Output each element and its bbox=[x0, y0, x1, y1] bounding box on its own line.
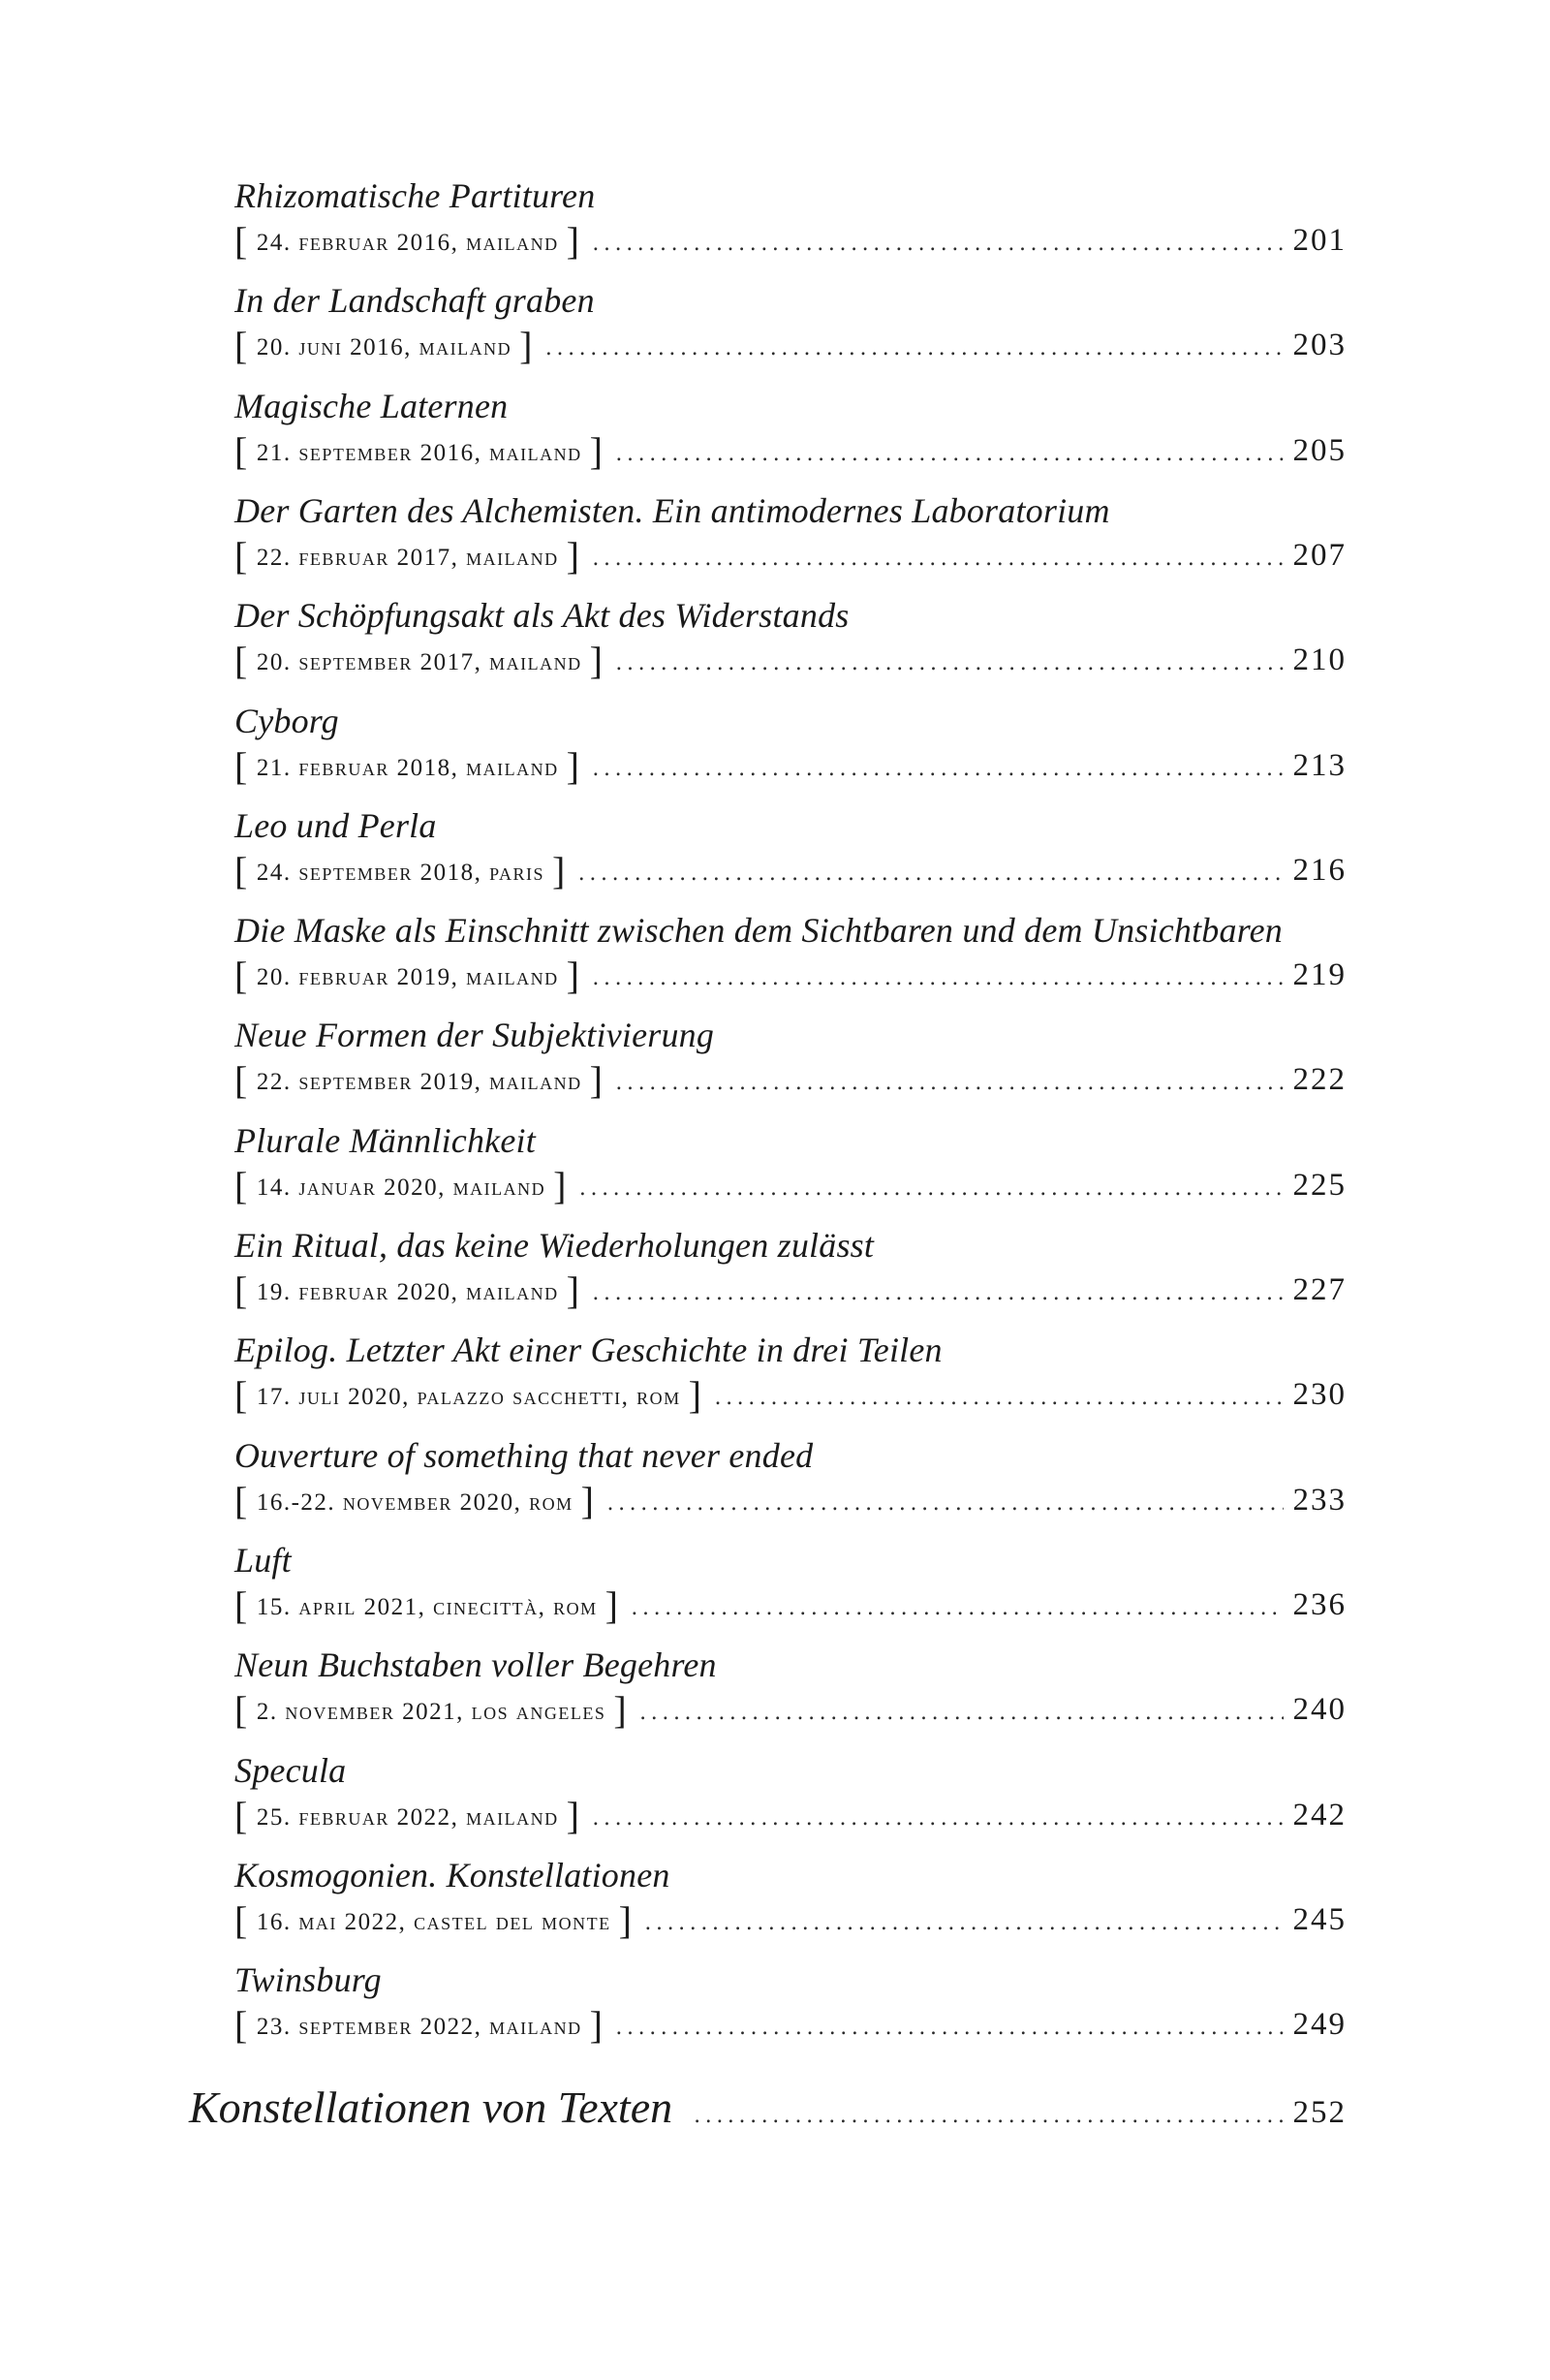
entry-title: In der Landschaft graben bbox=[234, 281, 595, 320]
entry-date-text: 16.-22. november 2020, rom bbox=[256, 1489, 574, 1516]
dot-leader bbox=[615, 2007, 1283, 2050]
entry-title: Cyborg bbox=[234, 702, 339, 740]
open-bracket: [ bbox=[234, 1268, 249, 1312]
entry-detail-row bbox=[234, 849, 1347, 892]
entry-page-number: 227 bbox=[1292, 1272, 1347, 1307]
entry-date-place bbox=[234, 850, 567, 894]
entry-date-place bbox=[234, 430, 604, 475]
toc-entry[interactable] bbox=[234, 700, 1347, 787]
toc-entry[interactable] bbox=[234, 1854, 1347, 1941]
open-bracket: [ bbox=[234, 429, 249, 473]
dot-leader bbox=[592, 748, 1283, 791]
entry-date-place bbox=[234, 1165, 568, 1209]
close-bracket: ] bbox=[566, 534, 581, 578]
open-bracket: [ bbox=[234, 1164, 249, 1207]
entry-date-place bbox=[234, 220, 580, 265]
entry-page-number: 225 bbox=[1292, 1168, 1347, 1203]
dot-leader bbox=[607, 1483, 1284, 1525]
toc-entry[interactable] bbox=[234, 489, 1347, 577]
entry-page-number: 210 bbox=[1292, 642, 1347, 677]
entry-title: Neue Formen der Subjektivierung bbox=[234, 1016, 715, 1054]
entry-date-text: 25. februar 2022, mailand bbox=[256, 1804, 559, 1831]
entry-date-place bbox=[234, 1374, 703, 1419]
open-bracket: [ bbox=[234, 1898, 249, 1942]
open-bracket: [ bbox=[234, 1688, 249, 1732]
close-bracket: ] bbox=[604, 1583, 620, 1627]
entry-title: Luft bbox=[234, 1541, 292, 1580]
entry-page-number: 233 bbox=[1292, 1483, 1347, 1518]
entry-page-number: 245 bbox=[1292, 1902, 1347, 1937]
entry-detail-row bbox=[234, 1583, 1347, 1626]
entry-title: Der Schöpfungsakt als Akt des Widerstands bbox=[234, 596, 850, 635]
close-bracket: ] bbox=[589, 429, 604, 473]
entry-page-number: 216 bbox=[1292, 853, 1347, 888]
entry-date-text: 19. februar 2020, mailand bbox=[256, 1279, 559, 1305]
entry-detail-row bbox=[234, 1268, 1347, 1311]
section-entry[interactable] bbox=[189, 2082, 1347, 2133]
entry-detail-row bbox=[234, 744, 1347, 787]
dot-leader bbox=[592, 223, 1283, 266]
open-bracket: [ bbox=[234, 639, 249, 682]
entry-date-text: 17. juli 2020, palazzo sacchetti, rom bbox=[256, 1384, 681, 1410]
entry-page-number: 205 bbox=[1292, 433, 1347, 468]
entry-title: Die Maske als Einschnitt zwischen dem Sichtbaren und dem Unsichtbaren bbox=[234, 911, 1283, 950]
entry-detail-row bbox=[234, 1058, 1347, 1101]
close-bracket: ] bbox=[519, 324, 534, 367]
close-bracket: ] bbox=[580, 1479, 596, 1522]
entry-page-number: 213 bbox=[1292, 748, 1347, 783]
entry-page-number: 222 bbox=[1292, 1062, 1347, 1097]
entry-detail-row bbox=[234, 1688, 1347, 1731]
entry-page-number: 236 bbox=[1292, 1587, 1347, 1622]
entry-title: Ein Ritual, das keine Wiederholungen zulässt bbox=[234, 1226, 875, 1265]
close-bracket: ] bbox=[589, 1058, 604, 1102]
entry-detail-row bbox=[234, 1898, 1347, 1941]
entry-title: Leo und Perla bbox=[234, 806, 437, 845]
entry-title: Magische Laternen bbox=[234, 387, 509, 425]
entry-date-text: 16. mai 2022, castel del monte bbox=[256, 1909, 611, 1935]
entry-detail-row bbox=[234, 954, 1347, 996]
toc-entry[interactable] bbox=[234, 1224, 1347, 1311]
toc-entry[interactable] bbox=[234, 1644, 1347, 1731]
toc-entry[interactable] bbox=[234, 1958, 1347, 2046]
entry-date-place bbox=[234, 1059, 604, 1104]
entry-title: Ouverture of something that never ended bbox=[234, 1436, 814, 1475]
dot-leader bbox=[615, 642, 1283, 685]
close-bracket: ] bbox=[589, 639, 604, 682]
entry-detail-row bbox=[234, 429, 1347, 472]
entry-date-text: 23. september 2022, mailand bbox=[256, 2014, 582, 2040]
entry-date-place bbox=[234, 1584, 619, 1629]
close-bracket: ] bbox=[613, 1688, 629, 1732]
entry-date-place bbox=[234, 640, 604, 684]
entry-detail-row bbox=[234, 2003, 1347, 2046]
close-bracket: ] bbox=[566, 1268, 581, 1312]
entry-date-text: 20. juni 2016, mailand bbox=[256, 334, 512, 360]
entry-date-text: 20. september 2017, mailand bbox=[256, 649, 582, 675]
close-bracket: ] bbox=[589, 2003, 604, 2047]
entry-date-text: 22. september 2019, mailand bbox=[256, 1069, 582, 1095]
open-bracket: [ bbox=[234, 1058, 249, 1102]
entry-detail-row bbox=[234, 1794, 1347, 1836]
toc-entry[interactable] bbox=[234, 1014, 1347, 1101]
entry-date-text: 22. februar 2017, mailand bbox=[256, 545, 559, 571]
entry-detail-row bbox=[234, 639, 1347, 681]
entry-detail-row bbox=[234, 324, 1347, 366]
dot-leader bbox=[592, 538, 1283, 580]
entry-date-text: 14. januar 2020, mailand bbox=[256, 1174, 546, 1201]
close-bracket: ] bbox=[566, 1794, 581, 1837]
entry-detail-row bbox=[234, 1479, 1347, 1521]
dot-leader bbox=[579, 1168, 1284, 1210]
toc-entry[interactable] bbox=[234, 909, 1347, 996]
entry-date-place bbox=[234, 955, 580, 999]
dot-leader bbox=[578, 853, 1284, 895]
close-bracket: ] bbox=[566, 954, 581, 997]
entry-date-place bbox=[234, 1480, 596, 1524]
toc-entry[interactable] bbox=[234, 385, 1347, 472]
entry-page-number: 249 bbox=[1292, 2007, 1347, 2042]
dot-leader bbox=[694, 2104, 1283, 2128]
close-bracket: ] bbox=[688, 1373, 703, 1417]
entry-title: Epilog. Letzter Akt einer Geschichte in drei Teilen bbox=[234, 1331, 943, 1369]
section-title: Konstellationen von Texten bbox=[189, 2082, 673, 2132]
toc-entry[interactable] bbox=[234, 174, 1347, 262]
toc-entry[interactable] bbox=[234, 1329, 1347, 1416]
entry-page-number: 207 bbox=[1292, 538, 1347, 573]
dot-leader bbox=[592, 1798, 1283, 1840]
entry-date-text: 2. november 2021, los angeles bbox=[256, 1699, 606, 1725]
close-bracket: ] bbox=[551, 849, 567, 892]
dot-leader bbox=[592, 1272, 1283, 1315]
entry-page-number: 203 bbox=[1292, 328, 1347, 362]
close-bracket: ] bbox=[553, 1164, 568, 1207]
toc-entry[interactable] bbox=[234, 804, 1347, 892]
entry-detail-row bbox=[234, 1164, 1347, 1206]
entry-title: Twinsburg bbox=[234, 1960, 382, 1999]
toc-entry[interactable] bbox=[234, 279, 1347, 366]
entry-detail-row bbox=[234, 219, 1347, 262]
open-bracket: [ bbox=[234, 534, 249, 578]
dot-leader bbox=[615, 433, 1283, 476]
entry-page-number: 230 bbox=[1292, 1377, 1347, 1412]
open-bracket: [ bbox=[234, 1583, 249, 1627]
close-bracket: ] bbox=[566, 744, 581, 788]
entry-date-text: 21. februar 2018, mailand bbox=[256, 755, 559, 781]
entry-title: Kosmogonien. Konstellationen bbox=[234, 1856, 670, 1895]
entry-title: Neun Buchstaben voller Begehren bbox=[234, 1645, 717, 1684]
entry-page-number: 242 bbox=[1292, 1798, 1347, 1832]
entry-page-number: 240 bbox=[1292, 1692, 1347, 1727]
dot-leader bbox=[545, 328, 1284, 370]
entry-page-number: 201 bbox=[1292, 223, 1347, 258]
close-bracket: ] bbox=[566, 219, 581, 263]
entry-date-text: 20. februar 2019, mailand bbox=[256, 964, 559, 990]
entry-title: Plurale Männlichkeit bbox=[234, 1121, 536, 1160]
entry-date-place bbox=[234, 325, 534, 369]
dot-leader bbox=[592, 957, 1283, 1000]
entry-date-text: 15. april 2021, cinecittà, rom bbox=[256, 1594, 598, 1620]
open-bracket: [ bbox=[234, 219, 249, 263]
entry-date-text: 24. september 2018, paris bbox=[256, 860, 544, 886]
entry-title: Der Garten des Alchemisten. Ein antimodernes Laboratorium bbox=[234, 491, 1110, 530]
dot-leader bbox=[639, 1692, 1283, 1735]
open-bracket: [ bbox=[234, 324, 249, 367]
open-bracket: [ bbox=[234, 1794, 249, 1837]
toc-entry[interactable] bbox=[234, 594, 1347, 681]
toc-entry[interactable] bbox=[234, 1539, 1347, 1626]
toc-entry[interactable] bbox=[234, 1119, 1347, 1206]
open-bracket: [ bbox=[234, 744, 249, 788]
entry-title: Specula bbox=[234, 1751, 347, 1790]
entry-page-number: 219 bbox=[1292, 957, 1347, 992]
dot-leader bbox=[631, 1587, 1283, 1630]
toc-entry[interactable] bbox=[234, 1434, 1347, 1521]
toc-entry[interactable] bbox=[234, 1749, 1347, 1836]
entry-date-place bbox=[234, 1795, 580, 1839]
open-bracket: [ bbox=[234, 1373, 249, 1417]
entry-date-place bbox=[234, 2004, 604, 2049]
entry-date-place bbox=[234, 1689, 628, 1734]
open-bracket: [ bbox=[234, 954, 249, 997]
entry-date-place bbox=[234, 1899, 633, 1944]
entry-detail-row bbox=[234, 534, 1347, 577]
section-page-number: 252 bbox=[1292, 2095, 1347, 2130]
dot-leader bbox=[715, 1377, 1284, 1420]
open-bracket: [ bbox=[234, 849, 249, 892]
dot-leader bbox=[644, 1902, 1283, 1945]
entry-date-text: 24. februar 2016, mailand bbox=[256, 230, 559, 256]
entry-date-place bbox=[234, 745, 580, 790]
close-bracket: ] bbox=[618, 1898, 634, 1942]
entry-date-text: 21. september 2016, mailand bbox=[256, 440, 582, 466]
open-bracket: [ bbox=[234, 1479, 249, 1522]
entry-date-place bbox=[234, 1269, 580, 1314]
open-bracket: [ bbox=[234, 2003, 249, 2047]
entry-date-place bbox=[234, 535, 580, 579]
dot-leader bbox=[615, 1062, 1283, 1105]
entry-detail-row bbox=[234, 1373, 1347, 1416]
entry-title: Rhizomatische Partituren bbox=[234, 176, 596, 215]
